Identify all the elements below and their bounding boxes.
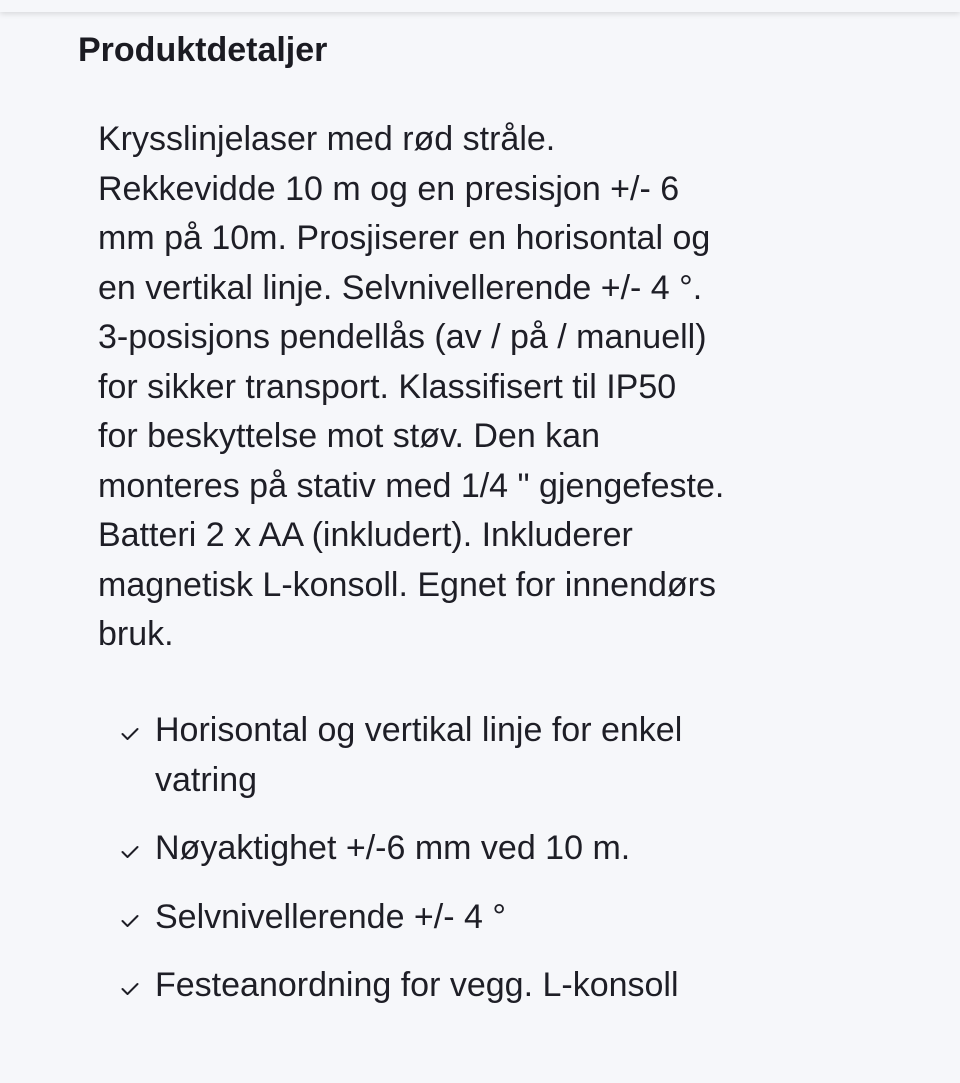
- feature-text: Nøyaktighet +/-6 mm ved 10 m.: [155, 829, 631, 867]
- check-icon: [121, 914, 139, 928]
- feature-text: Horisontal og vertikal linje for enkel vatring: [155, 711, 683, 799]
- top-bar-edge: [0, 0, 960, 12]
- check-icon: [121, 727, 139, 741]
- feature-text: Selvnivellerende +/- 4 °: [155, 897, 506, 936]
- check-icon: [121, 845, 139, 859]
- section-title: Produktdetaljer: [78, 31, 328, 69]
- feature-item: [118, 893, 838, 943]
- product-description: Krysslinjelaser med rød stråle. Rekkevidde 10 m og en presisjon +/- 6 mm på 10m. Prosjiserer en horisontal og en vertikal linje. Selvnivellerende +/- 4 °. 3-posisjons pendellås (av / på / manuell) for sikker transport. Klassifisert til IP50 for beskyttelse mot støv. Den kan monteres på stativ med 1/4 " gjengefeste. Batteri 2 x AA (inkludert). Inkluderer magnetisk L-konsoll. Egnet for innendørs bruk.: [98, 120, 725, 653]
- check-icon: [121, 982, 139, 996]
- feature-list: [118, 706, 838, 1030]
- feature-item: [118, 706, 838, 805]
- feature-text: Festeanordning for vegg. L-konsoll: [155, 966, 679, 1004]
- feature-item: [118, 961, 838, 1011]
- feature-item: [118, 824, 838, 874]
